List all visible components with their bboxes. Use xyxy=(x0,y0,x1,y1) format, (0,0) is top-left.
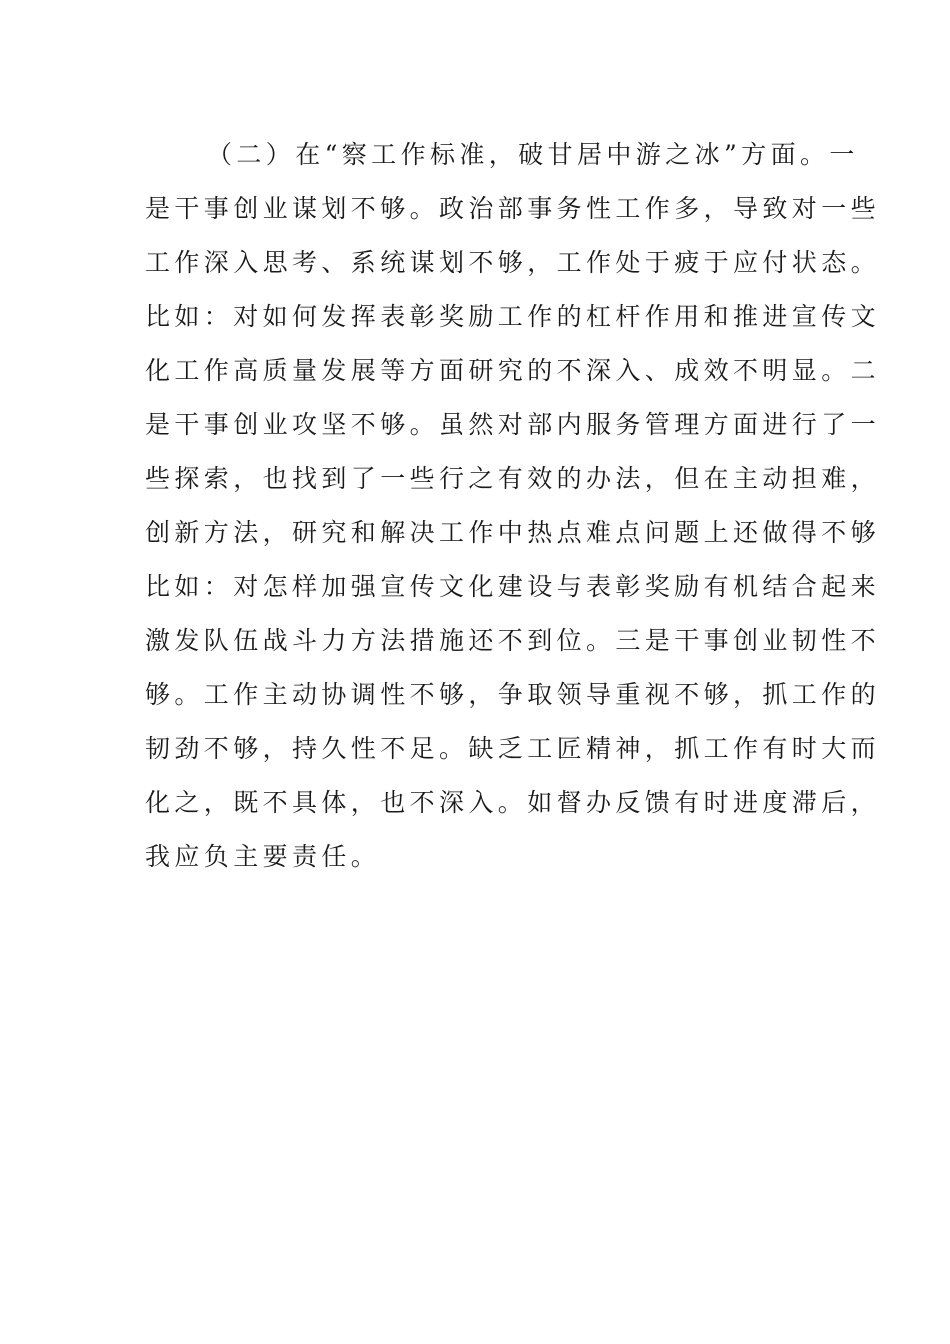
paragraph-line: 韧劲不够，持久性不足。缺乏工匠精神，抓工作有时大而 xyxy=(145,734,881,763)
paragraph-line: 我应负主要责任。 xyxy=(145,842,381,871)
paragraph-line: 些探索，也找到了一些行之有效的办法，但在主动担难， xyxy=(145,464,881,493)
paragraph-line: 够。工作主动协调性不够，争取领导重视不够，抓工作的 xyxy=(145,680,881,709)
body-paragraph xyxy=(145,128,881,884)
paragraph-line: （二）在“察工作标准，破甘居中游之冰”方面。一 xyxy=(207,140,859,169)
paragraph-line: 化之，既不具体，也不深入。如督办反馈有时进度滞后， xyxy=(145,788,881,817)
paragraph-line: 激发队伍战斗力方法措施还不到位。三是干事创业韧性不 xyxy=(145,626,881,655)
paragraph-line: 创新方法，研究和解决工作中热点难点问题上还做得不够 xyxy=(145,518,881,547)
paragraph-line: 比如：对如何发挥表彰奖励工作的杠杆作用和推进宣传文 xyxy=(145,302,881,331)
paragraph-line: 化工作高质量发展等方面研究的不深入、成效不明显。二 xyxy=(145,356,881,385)
paragraph-line: 工作深入思考、系统谋划不够，工作处于疲于应付状态。 xyxy=(145,248,881,277)
paragraph-line: 是干事创业谋划不够。政治部事务性工作多，导致对一些 xyxy=(145,194,881,223)
paragraph-line: 是干事创业攻坚不够。虽然对部内服务管理方面进行了一 xyxy=(145,410,881,439)
paragraph-line: 比如：对怎样加强宣传文化建设与表彰奖励有机结合起来 xyxy=(145,572,881,601)
